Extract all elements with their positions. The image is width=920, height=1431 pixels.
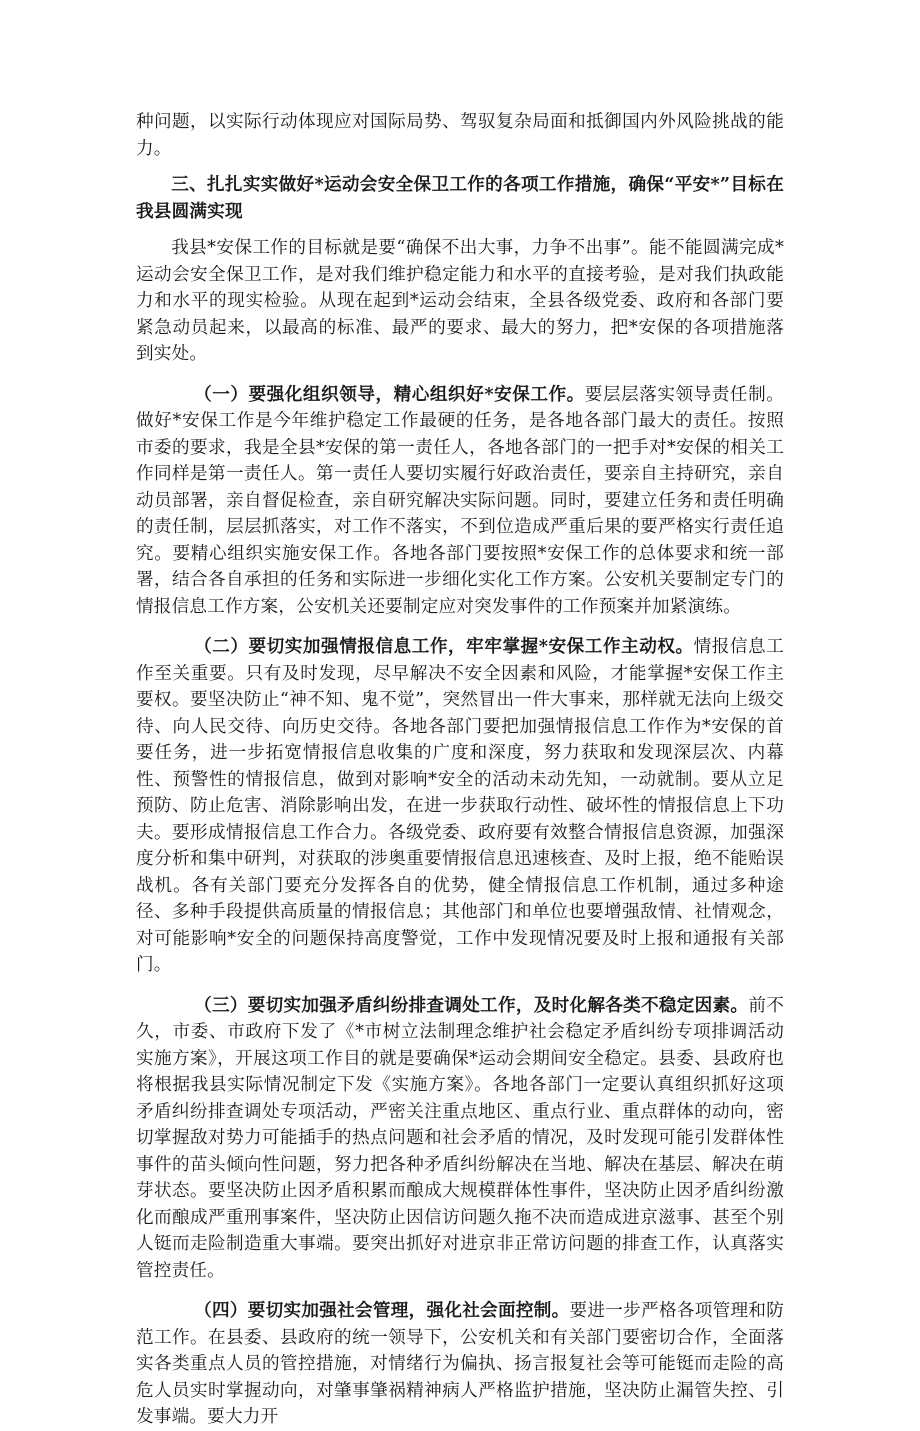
paragraph-item-4: [136, 1298, 784, 1431]
item-2-body: 情报信息工作至关重要。只有及时发现，尽早解决不安全因素和风险，才能掌握*安保工作主要权。要坚决防止“神不知、鬼不觉”，突然冒出一件大事来，那样就无法向上级交待、向人民交待、向历史交待。各地各部门要把加强情报信息工作作为*安保的首要任务，进一步拓宽情报信息收集的广度和深度，努力获取和发现深层次、内幕性、预警性的情报信息，做到对影响*安全的活动未动先知，一动就制。要从立足预防、防止危害、消除影响出发，在进一步获取行动性、破坏性的情报信息上下功夫。要形成情报信息工作合力。各级党委、政府要有效整合情报信息资源，加强深度分析和集中研判，对获取的涉奥重要情报信息迅速核查、及时上报，绝不能贻误战机。各有关部门要充分发挥各自的优势，健全情报信息工作机制，通过多种途径、多种手段提供高质量的情报信息；其他部门和单位也要增强敌情、社情观念，对可能影响*安全的问题保持高度警觉，工作中发现情况要及时上报和通报有关部门。: [136, 637, 784, 975]
paragraph-item-3: [136, 993, 784, 1285]
item-4-body: 要进一步严格各项管理和防范工作。在县委、县政府的统一领导下，公安机关和有关部门要密切合作，全面落实各类重点人员的管控措施，对情绪行为偏执、扬言报复社会等可能铤而走险的高危人员实时掌握动向，对肇事肇祸精神病人严格监护措施，坚决防止漏管失控、引发事端。要大力开: [136, 1301, 785, 1427]
document-page: [136, 109, 784, 1431]
paragraph-continuation: 种问题，以实际行动体现应对国际局势、驾驭复杂局面和抵御国内外风险挑战的能力。: [136, 112, 784, 159]
paragraph-intro: 我县*安保工作的目标就是要“确保不出大事，力争不出事”。能不能圆满完成*运动会安全保卫工作，是对我们维护稳定能力和水平的直接考验，是对我们执政能力和水平的现实检验。从现在起到*运动会结束，全县各级党委、政府和各部门要紧急动员起来，以最高的标准、最严的要求、最大的努力，把*安保的各项措施落到实处。: [136, 238, 784, 364]
paragraph-item-1: [136, 382, 784, 621]
item-1-lead: （一）要强化组织领导，精心组织好*安保工作。: [194, 383, 585, 405]
item-3-lead: （三）要切实加强矛盾纠纷排查调处工作，及时化解各类不稳定因素。: [194, 994, 749, 1016]
item-4-lead: （四）要切实加强社会管理，强化社会面控制。: [194, 1300, 570, 1321]
item-1-body: 要层层落实领导责任制。做好*安保工作是今年维护稳定工作最硬的任务，是各地各部门最大的责任。按照市委的要求，我是全县*安保的第一责任人，各地各部门的一把手对*安保的相关工作同样是第一责任人。第一责任人要切实履行好政治责任，要亲自主持研究，亲自动员部署，亲自督促检查，亲自研究解决实际问题。同时，要建立任务和责任明确的责任制，层层抓落实，对工作不落实，不到位造成严重后果的要严格实行责任追究。要精心组织实施安保工作。各地各部门要按照*安保工作的总体要求和统一部署，结合各自承担的任务和实际进一步细化实化工作方案。公安机关要制定专门的情报信息工作方案，公安机关还要制定应对突发事件的工作预案并加紧演练。: [136, 384, 785, 617]
item-2-lead: （二）要切实加强情报信息工作，牢牢掌握*安保工作主动权。: [194, 636, 694, 657]
item-3-body: 前不久，市委、市政府下发了《*市树立法制理念维护社会稳定矛盾纠纷专项排调活动实施方案》，开展这项工作目的就是要确保*运动会期间安全稳定。县委、县政府也将根据我县实际情况制定下发《实施方案》。各地各部门一定要认真组织抓好这项矛盾纠纷排查调处专项活动，严密关注重点地区、重点行业、重点群体的动向，密切掌握敌对势力可能插手的热点问题和社会矛盾的情况，及时发现可能引发群体性事件的苗头倾向性问题，努力把各种矛盾纠纷解决在当地、解决在基层、解决在萌芽状态。要坚决防止因矛盾积累而酿成大规模群体性事件，坚决防止因矛盾纠纷激化而酿成严重刑事案件，坚决防止因信访问题久拖不决而造成进京滋事、甚至个别人铤而走险制造重大事端。要突出抓好对进京非正常访问题的排查工作，认真落实管控责任。: [136, 995, 784, 1281]
section-heading-3: 三、扎扎实实做好*运动会安全保卫工作的各项工作措施，确保“平安*”目标在我县圆满实现: [136, 174, 784, 222]
paragraph-item-2: [136, 634, 784, 979]
